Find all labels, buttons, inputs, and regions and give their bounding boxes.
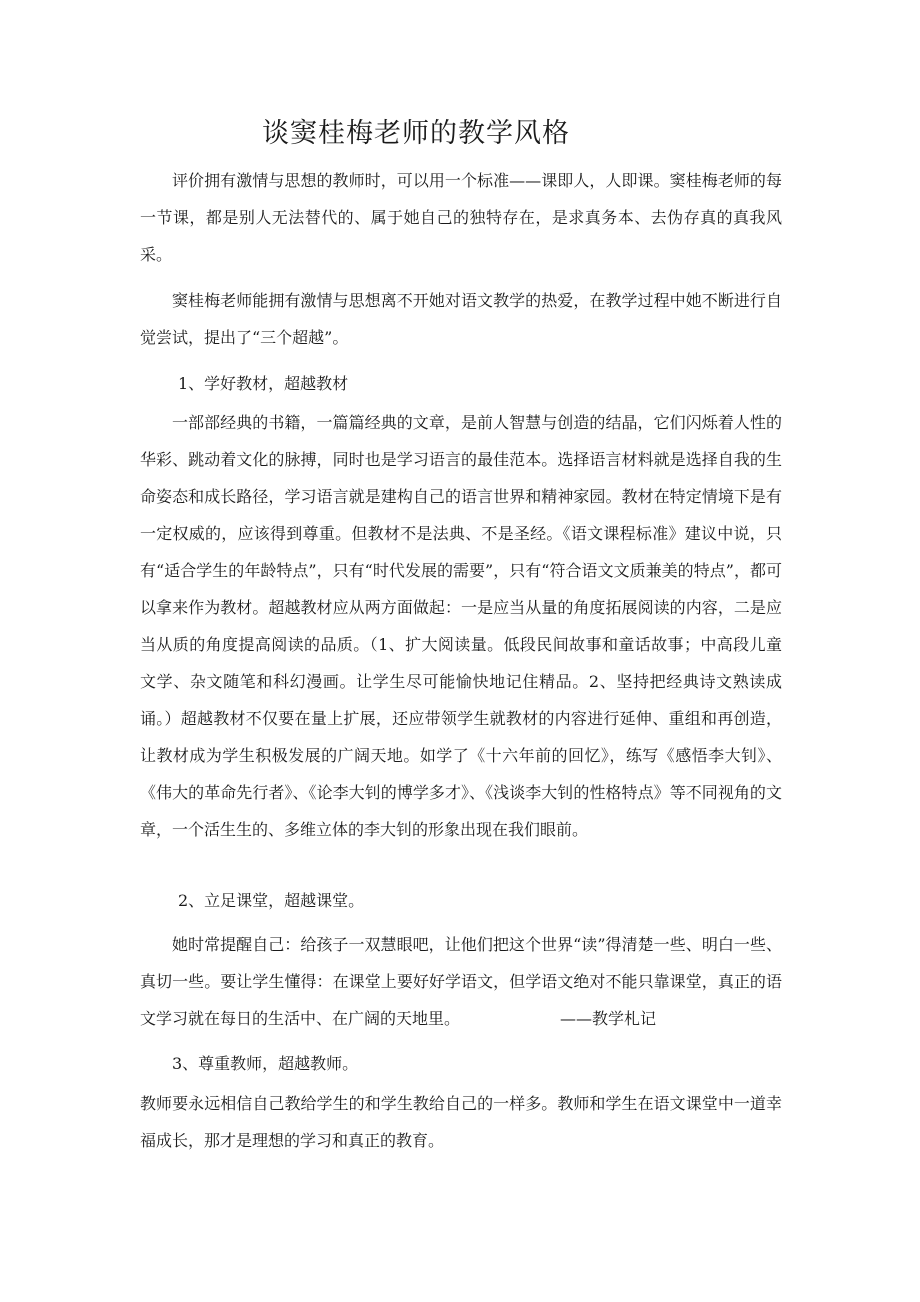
classroom-body-text: 她时常提醒自己：给孩子一双慧眼吧，让他们把这个世界“读”得清楚一些、明白一些、真切一些。要让学生懂得：在课堂上要好好学语文，但学语文绝对不能只靠课堂，真正的语文学习就在每日的生活中、在广阔的天地里。 [140, 935, 782, 1028]
section-heading-teacher: 3、尊重教师，超越教师。 [172, 1054, 359, 1073]
section-heading-textbook: 1、学好教材，超越教材 [178, 374, 349, 393]
classroom-body-paragraph [140, 926, 782, 1037]
intro-paragraph: 评价拥有激情与思想的教师时，可以用一个标准——课即人，人即课。窦桂梅老师的每一节课，都是别人无法替代的、属于她自己的独特存在，是求真务本、去伪存真的真我风采。 [140, 171, 782, 264]
teacher-body-paragraph: 教师要永远相信自己教给学生的和学生教给自己的一样多。教师和学生在语文课堂中一道幸福成长，那才是理想的学习和真正的教育。 [140, 1094, 782, 1150]
textbook-body-paragraph: 一部部经典的书籍，一篇篇经典的文章，是前人智慧与创造的结晶，它们闪烁着人性的华彩、跳动着文化的脉搏，同时也是学习语言的最佳范本。选择语言材料就是选择自我的生命姿态和成长路径，学习语言就是建构自己的语言世界和精神家园。教材在特定情境下是有一定权威的，应该得到尊重。但教材不是法典、不是圣经。《语文课程标准》建议中说，只有“适合学生的年龄特点”，只有“时代发展的需要”，只有“符合语文文质兼美的特点”，都可以拿来作为教材。超越教材应从两方面做起：一是应当从量的角度拓展阅读的内容，二是应当从质的角度提高阅读的品质。（1、扩大阅读量。低段民间故事和童话故事；中高段儿童文学、杂文随笔和科幻漫画。让学生尽可能愉快地记住精品。2、坚持把经典诗文熟读成诵。）超越教材不仅要在量上扩展，还应带领学生就教材的内容进行延伸、重组和再创造，让教材成为学生积极发展的广阔天地。如学了《十六年前的回忆》，练写《感悟李大钊》、《伟大的革命先行者》、《论李大钊的博学多才》、《浅谈李大钊的性格特点》等不同视角的文章，一个活生生的、多维立体的李大钊的形象出现在我们眼前。 [140, 413, 782, 839]
three-transcendences-paragraph: 窦桂梅老师能拥有激情与思想离不开她对语文教学的热爱，在教学过程中她不断进行自觉尝试，提出了“三个超越”。 [140, 291, 782, 347]
page-title: 谈窦桂梅老师的教学风格 [262, 118, 570, 149]
signature-note: ——教学札记 [560, 1009, 657, 1028]
section-heading-classroom: 2、立足课堂，超越课堂。 [178, 891, 365, 910]
